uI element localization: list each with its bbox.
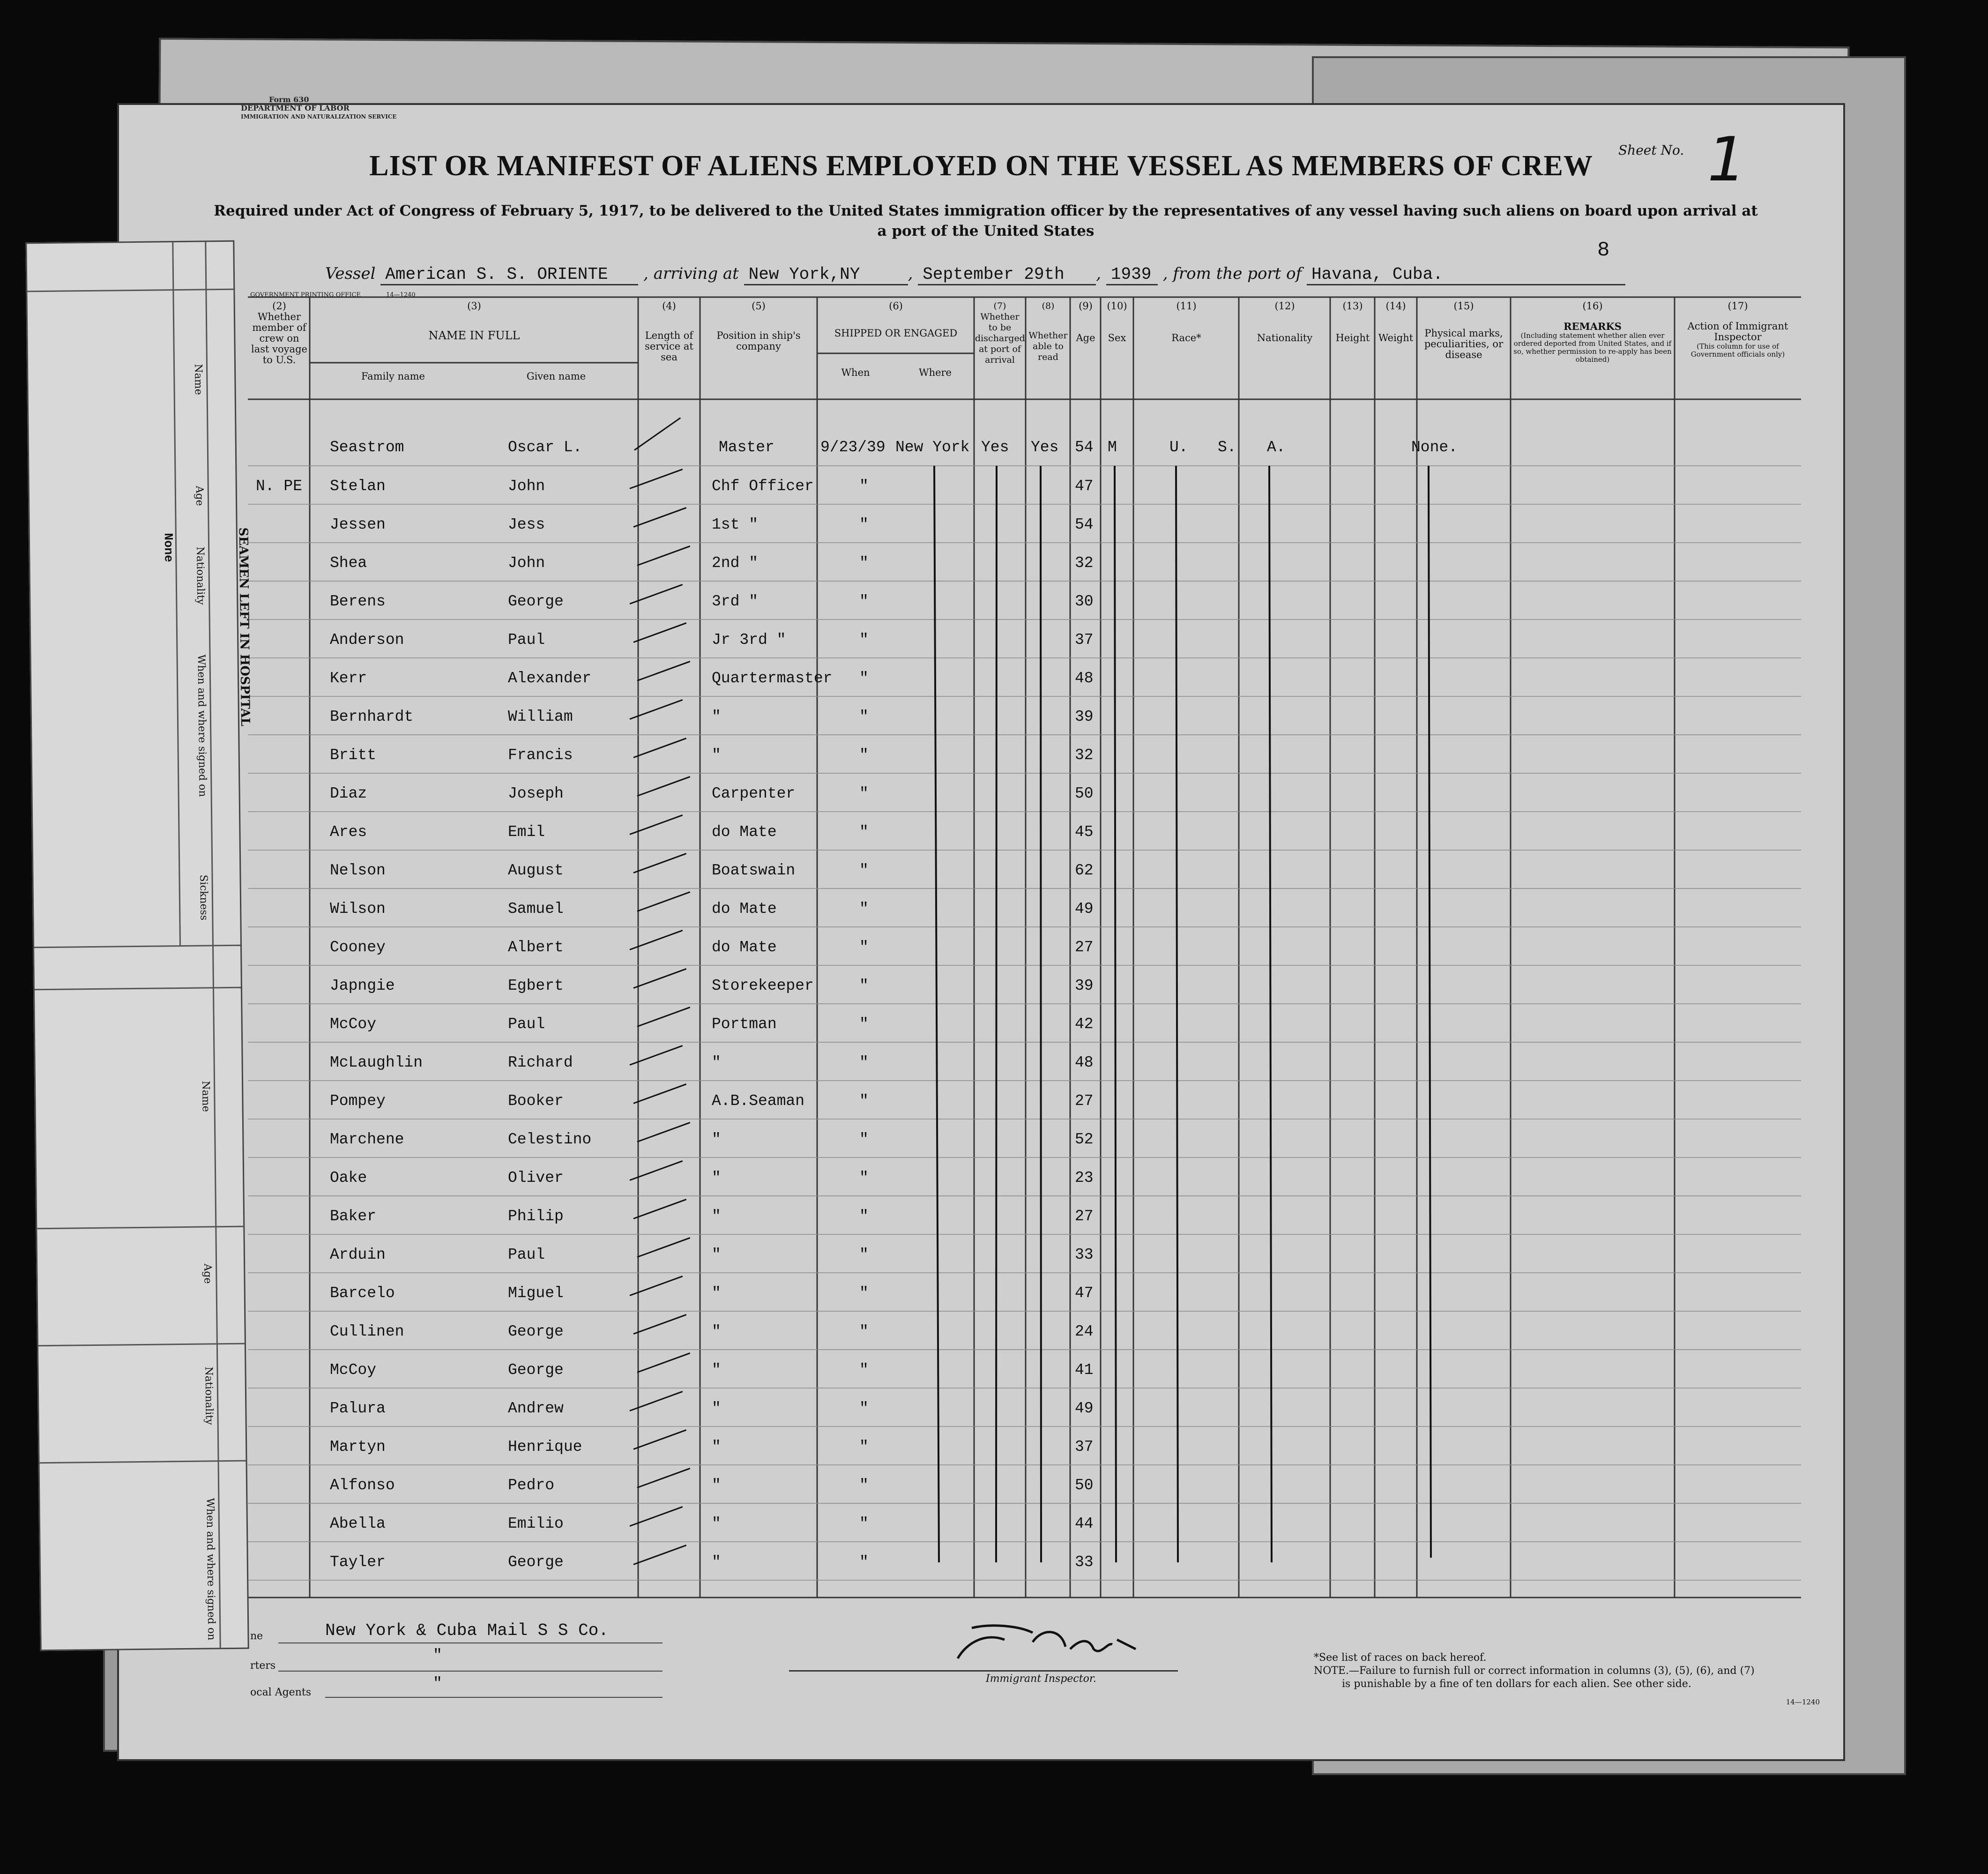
age: 47 — [1075, 1284, 1094, 1302]
col-11-label: Race* — [1171, 332, 1201, 343]
col-17-label: Action of Immigrant Inspector — [1687, 321, 1788, 343]
position: A.B.Seaman — [712, 1092, 805, 1110]
col-4-number: (4) — [662, 300, 676, 312]
age: 42 — [1075, 1015, 1094, 1033]
shipped-when: " — [859, 631, 869, 649]
age: 52 — [1075, 1131, 1094, 1148]
shipped-when: " — [859, 708, 869, 725]
age: 50 — [1075, 785, 1094, 802]
family-name: Abella — [330, 1515, 386, 1532]
position: Portman — [712, 1015, 777, 1033]
col-15-header — [1418, 301, 1510, 360]
given-name: Oliver — [508, 1169, 564, 1187]
position: Master — [719, 439, 774, 456]
col-17-header — [1675, 301, 1800, 358]
from-label: , from the port of — [1162, 264, 1302, 283]
races-note: *See list of races on back hereof. — [1314, 1652, 1487, 1664]
given-name: William — [508, 708, 573, 725]
col-2-number: (2) — [272, 300, 286, 312]
col-6-number: (6) — [889, 300, 903, 312]
given-name: Alexander — [508, 670, 592, 687]
manifest-page — [117, 95, 1845, 1761]
penalty-note: NOTE.—Failure to furnish full or correct information in columns (3), (5), (6), and (7) — [1314, 1665, 1755, 1677]
discharged: Yes — [981, 439, 1009, 456]
col-5-label: Position in ship's company — [716, 330, 801, 352]
inspector-signature — [939, 1614, 1154, 1675]
given-name: Samuel — [508, 900, 564, 918]
family-name: Diaz — [330, 785, 367, 802]
arrival-date: September 29th — [918, 265, 1096, 285]
family-name: McCoy — [330, 1015, 377, 1033]
position: Carpenter — [712, 785, 796, 802]
footer-code: 14—1240 — [1786, 1698, 1820, 1706]
given-name: Emil — [508, 823, 545, 841]
age: 27 — [1075, 939, 1094, 956]
nationality-part2: A. — [1267, 439, 1286, 456]
gpo-label: GOVERNMENT PRINTING OFFICE — [250, 291, 361, 299]
hospital-age-label: Age — [193, 485, 206, 506]
given-name: George — [508, 1323, 564, 1340]
col-12-number: (12) — [1274, 300, 1295, 312]
penalty-note-cont: is punishable by a fine of ten dollars for each alien. See other side. — [1342, 1678, 1691, 1690]
given-name: Henrique — [508, 1438, 582, 1456]
col-13-header — [1331, 301, 1374, 343]
col-6b-header: Where — [918, 367, 952, 378]
arrival-port: New York,NY — [744, 265, 908, 285]
charterers-label: rters — [250, 1660, 276, 1672]
age: 48 — [1075, 1054, 1094, 1071]
age: 39 — [1075, 708, 1094, 725]
age: 27 — [1075, 1092, 1094, 1110]
family-name: Baker — [330, 1208, 377, 1225]
age: 37 — [1075, 1438, 1094, 1456]
family-name: Ares — [330, 823, 367, 841]
family-name: Barcelo — [330, 1284, 395, 1302]
charterers-ditto: " — [433, 1647, 442, 1664]
age: 50 — [1075, 1477, 1094, 1494]
position: Jr 3rd " — [712, 631, 786, 649]
position: " — [712, 1131, 721, 1148]
given-name: John — [508, 554, 545, 572]
shipped-when: " — [859, 1131, 869, 1148]
col-14-label: Weight — [1378, 332, 1414, 343]
shipped-when: " — [859, 1092, 869, 1110]
family-name: Kerr — [330, 670, 367, 687]
age: 47 — [1075, 478, 1094, 495]
age: 45 — [1075, 823, 1094, 841]
hospital-name-label-2: Name — [200, 1081, 212, 1112]
position: " — [712, 1284, 721, 1302]
owner-lines — [250, 1637, 672, 1703]
shipped-when: " — [859, 1208, 869, 1225]
col-8-label: Whether able to read — [1028, 330, 1068, 362]
position: " — [712, 1323, 721, 1340]
hospital-name-label: Name — [192, 364, 204, 395]
position: " — [712, 1169, 721, 1187]
position: " — [712, 1477, 721, 1494]
age: 32 — [1075, 554, 1094, 572]
hospital-age-label-2: Age — [201, 1263, 214, 1284]
vessel-label: Vessel — [325, 264, 376, 283]
col-14-number: (14) — [1385, 300, 1406, 312]
shipped-when: " — [859, 862, 869, 879]
given-name: John — [508, 478, 545, 495]
physical-marks: None. — [1411, 439, 1458, 456]
shipped-when: " — [859, 554, 869, 572]
family-name: McCoy — [330, 1361, 377, 1379]
given-name: Jess — [508, 516, 545, 533]
shipped-when: " — [859, 1477, 869, 1494]
given-name: Pedro — [508, 1477, 555, 1494]
position: " — [712, 747, 721, 764]
age: 49 — [1075, 900, 1094, 918]
shipped-when: " — [859, 1553, 869, 1571]
col-2-header — [249, 301, 309, 366]
given-name: George — [508, 1553, 564, 1571]
position: " — [712, 1400, 721, 1417]
position: " — [712, 1361, 721, 1379]
shipped-when: " — [859, 670, 869, 687]
family-name: Tayler — [330, 1553, 386, 1571]
hospital-nationality-label-2: Nationality — [202, 1366, 215, 1425]
col-13-label: Height — [1335, 332, 1370, 343]
inspector-line — [789, 1670, 1178, 1672]
shipped-when: " — [859, 1169, 869, 1187]
given-name: August — [508, 862, 564, 879]
prior-voyage: N. PE — [256, 478, 303, 495]
arrival-year: 1939 — [1106, 265, 1158, 285]
shipped-when: " — [859, 977, 869, 994]
position: Storekeeper — [712, 977, 814, 994]
family-name: Berens — [330, 593, 386, 610]
col-10-number: (10) — [1107, 300, 1127, 312]
hospital-title: SEAMEN LEFT IN HOSPITAL — [236, 527, 253, 726]
col-6a-header: When — [841, 367, 870, 378]
shipped-when: " — [859, 1323, 869, 1340]
family-name: McLaughlin — [330, 1054, 423, 1071]
given-name: George — [508, 1361, 564, 1379]
hospital-nationality-label: Nationality — [194, 546, 207, 605]
age: 39 — [1075, 977, 1094, 994]
hospital-slip — [25, 240, 253, 1651]
col-7-number: (7) — [993, 301, 1006, 311]
position: do Mate — [712, 823, 777, 841]
col-17-number: (17) — [1727, 300, 1748, 312]
given-name: Joseph — [508, 785, 564, 802]
age: 23 — [1075, 1169, 1094, 1187]
given-name: Celestino — [508, 1131, 592, 1148]
departure-port: Havana, Cuba. — [1307, 265, 1625, 285]
shipped-where: New York — [895, 439, 970, 456]
age: 54 — [1075, 516, 1094, 533]
col-15-label: Physical marks, peculiarities, or disease — [1424, 328, 1504, 360]
family-name: Jessen — [330, 516, 386, 533]
shipped-when: " — [859, 1246, 869, 1263]
hospital-signed-label-2: When and where signed on — [204, 1498, 217, 1641]
family-name: Britt — [330, 747, 377, 764]
col-2-label: Whether member of crew on last voyage to U.S. — [251, 311, 307, 366]
family-name: Pompey — [330, 1092, 386, 1110]
family-name: Oake — [330, 1169, 367, 1187]
age: 33 — [1075, 1553, 1094, 1571]
position: 1st " — [712, 516, 759, 533]
col-3-label: NAME IN FULL — [428, 329, 520, 342]
col-17-sublabel: (This column for use of Government officials only) — [1690, 342, 1785, 358]
company-name: New York & Cuba Mail S S Co. — [325, 1621, 609, 1640]
shipped-when: " — [859, 593, 869, 610]
family-name: Martyn — [330, 1438, 386, 1456]
age: 37 — [1075, 631, 1094, 649]
given-name: Booker — [508, 1092, 564, 1110]
position: " — [712, 1438, 721, 1456]
col-9-header — [1071, 301, 1100, 343]
given-name: Egbert — [508, 977, 564, 994]
given-name: Philip — [508, 1208, 564, 1225]
age: 44 — [1075, 1515, 1094, 1532]
shipped-when: " — [859, 823, 869, 841]
col-3a-header: Family name — [361, 371, 425, 382]
family-name: Palura — [330, 1400, 386, 1417]
sheet-number: 1 — [1707, 124, 1746, 195]
shipped-when: " — [859, 1361, 869, 1379]
col-6-header — [818, 301, 974, 339]
position: 3rd " — [712, 593, 759, 610]
shipped-when: " — [859, 1054, 869, 1071]
department: DEPARTMENT OF LABOR — [241, 104, 350, 112]
col-13-number: (13) — [1342, 300, 1363, 312]
inspector-label: Immigrant Inspector. — [986, 1673, 1096, 1685]
col-8-header — [1027, 301, 1070, 363]
col-10-header — [1102, 301, 1132, 343]
col-12-label: Nationality — [1257, 332, 1313, 343]
shipped-when: " — [859, 939, 869, 956]
agents-label: ocal Agents — [250, 1687, 312, 1698]
position: " — [712, 1208, 721, 1225]
age: 24 — [1075, 1323, 1094, 1340]
given-name: Paul — [508, 1015, 545, 1033]
age: 33 — [1075, 1246, 1094, 1263]
col-4-label: Length of service at sea — [645, 330, 693, 363]
position: do Mate — [712, 900, 777, 918]
col-12-header — [1240, 301, 1330, 343]
col-3-header — [311, 301, 637, 341]
position: Chf Officer — [712, 478, 814, 495]
position: " — [712, 1515, 721, 1532]
age: 54 — [1075, 439, 1094, 456]
hospital-sickness-label: Sickness — [197, 874, 210, 921]
given-name: Emilio — [508, 1515, 564, 1532]
shipped-when: " — [859, 478, 869, 495]
family-name: Arduin — [330, 1246, 386, 1263]
agents-ditto: " — [433, 1675, 442, 1692]
shipped-when: " — [859, 1438, 869, 1456]
family-name: Wilson — [330, 900, 386, 918]
shipped-when: " — [859, 1015, 869, 1033]
form-number: Form 630 — [269, 95, 309, 104]
shipped-when: " — [859, 1400, 869, 1417]
given-name: Albert — [508, 939, 564, 956]
vessel-name: American S. S. ORIENTE — [380, 265, 638, 285]
col-7-header — [975, 301, 1025, 366]
arriving-label: , arriving at — [643, 264, 739, 283]
given-name: Miguel — [508, 1284, 564, 1302]
family-name: Bernhardt — [330, 708, 414, 725]
col-14-header — [1376, 301, 1416, 343]
age: 30 — [1075, 593, 1094, 610]
age: 62 — [1075, 862, 1094, 879]
col-9-number: (9) — [1079, 300, 1093, 312]
position: " — [712, 1246, 721, 1263]
family-name: Marchene — [330, 1131, 404, 1148]
page-title: LIST OR MANIFEST OF ALIENS EMPLOYED ON THE VESSEL AS MEMBERS OF CREW — [369, 150, 1593, 182]
page-number: 8 — [1597, 239, 1610, 262]
service: IMMIGRATION AND NATURALIZATION SERVICE — [241, 113, 397, 120]
shipped-when: " — [859, 785, 869, 802]
age: 41 — [1075, 1361, 1094, 1379]
given-name: Paul — [508, 1246, 545, 1263]
position: " — [712, 1553, 721, 1571]
given-name: Andrew — [508, 1400, 564, 1417]
col-8-number: (8) — [1042, 301, 1055, 311]
sheet-label: Sheet No. — [1618, 142, 1684, 158]
col-5-number: (5) — [752, 300, 766, 312]
hospital-signed-label: When and where signed on — [195, 654, 208, 797]
col-5-header — [701, 301, 816, 352]
family-name: Japngie — [330, 977, 395, 994]
col-9-label: Age — [1076, 332, 1095, 343]
given-name: George — [508, 593, 564, 610]
family-name: Stelan — [330, 478, 386, 495]
family-name: Anderson — [330, 631, 404, 649]
given-name: Francis — [508, 747, 573, 764]
col-3-number: (3) — [467, 300, 481, 312]
position: Boatswain — [712, 862, 796, 879]
position: " — [712, 708, 721, 725]
col-11-number: (11) — [1176, 300, 1197, 312]
col-16-label: REMARKS — [1564, 321, 1622, 332]
gpo-code: 14—1240 — [386, 291, 416, 299]
age: 48 — [1075, 670, 1094, 687]
page-subtitle: Required under Act of Congress of February 5, 1917, to be delivered to the United States immigration officer by the representatives of any vessel having such aliens on board upon arrival at a port of the United States — [214, 202, 1758, 239]
col-11-header — [1134, 301, 1238, 343]
col-16-sublabel: (Including statement whether alien ever ordered deported from United States, and if so, whether permission to re-apply has been obtained) — [1513, 331, 1672, 364]
owners-label: ne — [250, 1630, 263, 1642]
col-16-header — [1511, 301, 1674, 364]
shipped-when: " — [859, 1284, 869, 1302]
given-name: Richard — [508, 1054, 573, 1071]
family-name: Cooney — [330, 939, 386, 956]
col-10-label: Sex — [1108, 332, 1126, 343]
col-4-header — [639, 301, 699, 363]
family-name: Shea — [330, 554, 367, 572]
col-16-number: (16) — [1582, 300, 1603, 312]
given-name: Paul — [508, 631, 545, 649]
given-name: Oscar L. — [508, 439, 582, 456]
position: " — [712, 1054, 721, 1071]
shipped-when: " — [859, 747, 869, 764]
shipped-when: " — [859, 900, 869, 918]
col-15-number: (15) — [1453, 300, 1474, 312]
col-3b-header: Given name — [526, 371, 586, 382]
family-name: Nelson — [330, 862, 386, 879]
family-name: Seastrom — [330, 439, 404, 456]
age: 49 — [1075, 1400, 1094, 1417]
family-name: Cullinen — [330, 1323, 404, 1340]
footer-notes — [1314, 1651, 1820, 1709]
shipped-when: 9/23/39 — [820, 439, 886, 456]
hospital-none-entry: None — [161, 533, 176, 562]
race: U. — [1169, 439, 1188, 456]
able-to-read: Yes — [1031, 439, 1059, 456]
vessel-line: Vessel American S. S. ORIENTE , arriving at New York,NY , September 29th , 1939 , from the port of Havana, Cuba. — [325, 264, 1625, 285]
position: 2nd " — [712, 554, 759, 572]
shipped-when: " — [859, 516, 869, 533]
sex: M — [1108, 439, 1117, 456]
family-name: Alfonso — [330, 1477, 395, 1494]
position: do Mate — [712, 939, 777, 956]
col-7-label: Whether to be discharged at port of arrival — [975, 312, 1025, 365]
col-6-label: SHIPPED OR ENGAGED — [834, 328, 958, 339]
nationality-part1: S. — [1218, 439, 1236, 456]
age: 27 — [1075, 1208, 1094, 1225]
position: Quartermaster — [712, 670, 833, 687]
age: 32 — [1075, 747, 1094, 764]
shipped-when: " — [859, 1515, 869, 1532]
